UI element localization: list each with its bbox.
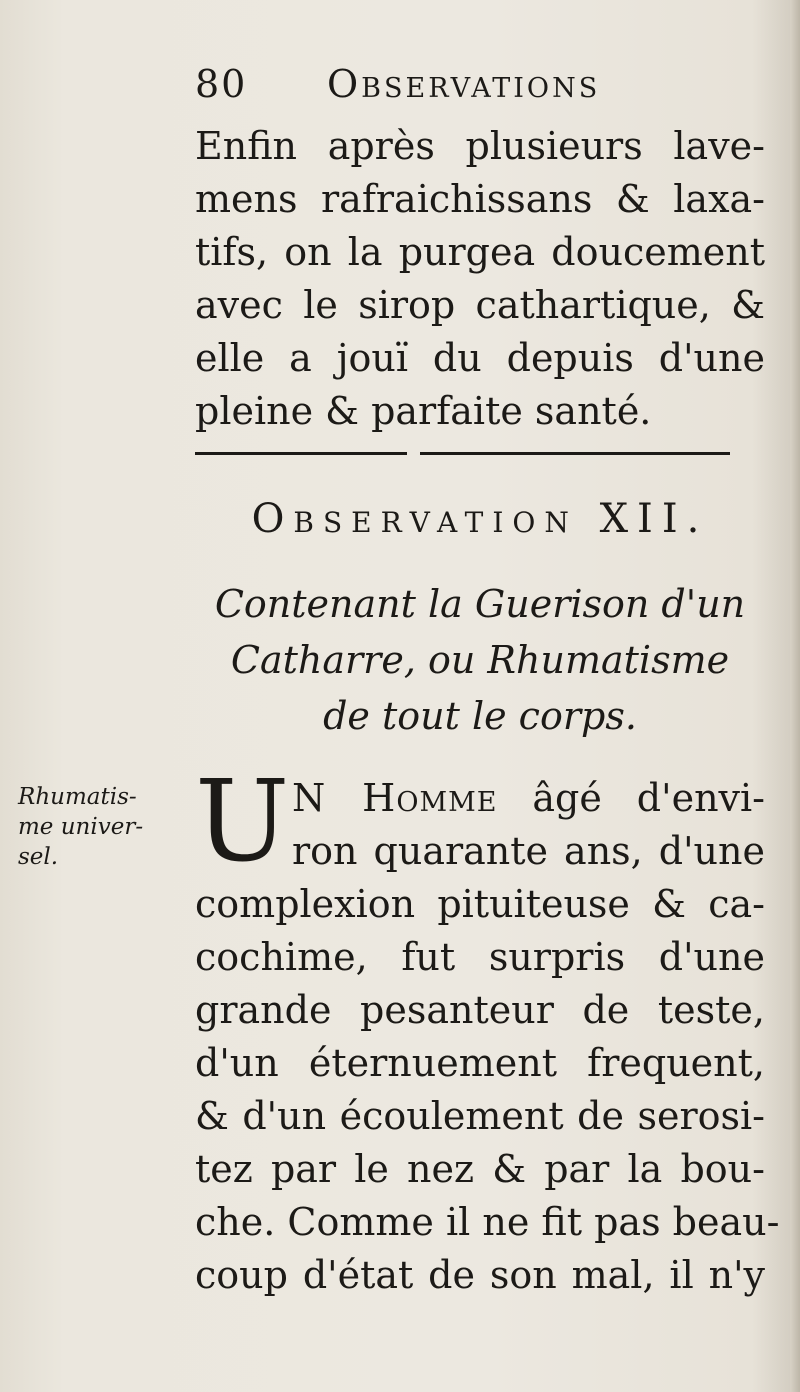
text-line: complexion pituiteuse & ca- bbox=[195, 882, 765, 926]
opening-small-caps: N Homme bbox=[292, 776, 498, 820]
text-line: avec le sirop cathartique, & bbox=[195, 283, 765, 327]
paragraph-top bbox=[195, 120, 765, 438]
text-line: pleine & parfaite santé. bbox=[195, 389, 652, 433]
margin-note-line: me univer- bbox=[18, 814, 144, 840]
rule-left bbox=[195, 452, 407, 455]
text-line: elle a jouï du depuis d'une bbox=[195, 336, 765, 380]
text-line: mens rafraichissans & laxa- bbox=[195, 177, 765, 221]
running-head: Observations bbox=[327, 62, 601, 106]
text-line: cochime, fut surpris d'une bbox=[195, 935, 765, 979]
opening-rest: âgé d'envi- bbox=[532, 776, 765, 820]
text-line: grande pesanteur de teste, bbox=[195, 988, 765, 1032]
subtitle-line: Contenant la Guerison d'un bbox=[214, 582, 746, 626]
rule-right bbox=[420, 452, 730, 455]
text-line: d'un éternuement frequent, bbox=[195, 1041, 765, 1085]
subtitle-line: de tout le corps. bbox=[323, 694, 637, 738]
paragraph-main bbox=[195, 878, 780, 1302]
subtitle-line: Catharre, ou Rhumatisme bbox=[230, 638, 730, 682]
drop-cap: U bbox=[195, 757, 290, 887]
margin-note-line: Rhumatis- bbox=[18, 784, 137, 810]
margin-note bbox=[18, 782, 183, 872]
observation-subtitle bbox=[195, 576, 765, 744]
text-line bbox=[292, 772, 765, 825]
page-number: 80 bbox=[195, 62, 248, 106]
text-line: tifs, on la purgea doucement bbox=[195, 230, 765, 274]
section-divider bbox=[195, 452, 730, 458]
text-line: che. Comme il ne fit pas beau- bbox=[195, 1200, 780, 1244]
text-line: coup d'état de son mal, il n'y bbox=[195, 1253, 765, 1297]
text-line: Enfin après plusieurs lave- bbox=[195, 124, 765, 168]
page-edge bbox=[790, 0, 800, 1392]
margin-note-line: sel. bbox=[18, 844, 59, 870]
page-header bbox=[195, 62, 755, 112]
paragraph-main-opening bbox=[292, 772, 765, 878]
text-line: & d'un écoulement de serosi- bbox=[195, 1094, 765, 1138]
text-line: ron quarante ans, d'une bbox=[292, 829, 765, 873]
observation-title: Observation XII. bbox=[251, 496, 709, 542]
text-line: tez par le nez & par la bou- bbox=[195, 1147, 765, 1191]
